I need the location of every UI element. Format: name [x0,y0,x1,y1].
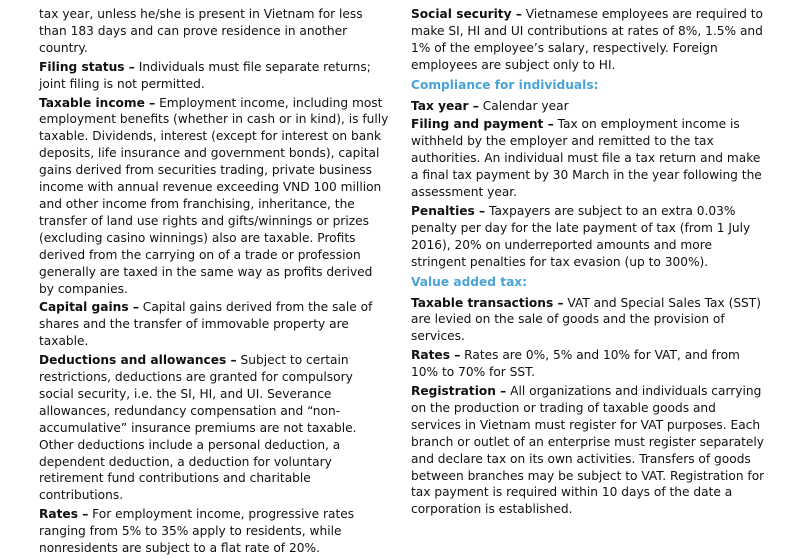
entry-term: Rates – [411,348,461,363]
entry-tax-year [411,98,767,115]
entry-term: Penalties – [411,203,486,218]
entry-registration [411,383,767,518]
entry-term: Deductions and allowances – [39,353,237,368]
entry-term: Social security – [411,7,522,21]
right-column [411,6,767,520]
entry-text: All organizations and individuals carrying on the production or trading of taxable goods and services in Vietnam must register for VAT purposes. Each branch or outlet of an enterprise must register separately and declare tax on its own activities. Transfers of goods between branches may be subject to VAT. Registration for tax payment is required within 10 days of the date a corporation is established. [411,384,765,517]
entry-term: Taxable income – [39,95,156,110]
entry-text: Subject to certain restrictions, deductions are granted for compulsory social security, i.e. the SI, HI, and UI. Severance allowances, redundancy compensation and “non-accumulative” insurance premiums are not taxable. Other deductions include a personal deduction, a dependent deduction, a deduction for voluntary retirement fund contributions and charitable contributions. [39,353,357,503]
entry-text: Calendar year [478,98,569,113]
entry-term: Taxable transactions – [411,295,564,310]
entry-text: tax year, unless he/she is present in Vietnam for less than 183 days and can prove residence in another country. [39,7,363,55]
entry-taxable-income [39,95,390,298]
entry-text: For employment income, progressive rates ranging from 5% to 35% apply to residents, while nonresidents are subject to a flat rate of 20%. [39,507,355,556]
entry-term: Registration – [411,384,507,399]
entry-social-security [411,6,767,74]
entry-taxable-transactions [411,295,767,346]
section-heading-compliance: Compliance for individuals: [411,77,599,92]
entry-term: Capital gains – [39,300,139,315]
entry-term: Rates – [39,507,89,522]
entry-rates-vat [411,347,767,381]
residence-continuation [39,6,390,57]
entry-term: Tax year – [411,98,479,113]
entry-rates-income [39,506,390,557]
entry-text: VAT and Special Sales Tax (SST) are levied on the sale of goods and the provision of services. [411,295,761,344]
entry-filing-status [39,59,390,93]
entry-filing-payment [411,116,767,201]
entry-text: Employment income, including most employment benefits (whether in cash or in kind), is fully taxable. Dividends, interest (except for interest on bank deposits, life insurance and government bonds), capital gains derived from securities trading, private business income with annual revenue exceeding VND 100 million and other income from franchising, inheritance, the transfer of land use rights and gifts/winnings or prizes (excluding casino winnings) also are taxable. Profits derived from the carrying on of a trade or profession generally are taxed in the same way as profits derived by companies. [39,95,389,296]
entry-text: Vietnamese employees are required to make SI, HI and UI contributions at rates of 8%, 1.5% and 1% of the employee’s salary, respectively. Foreign employees are subject only to HI. [411,7,763,72]
left-column [39,6,390,559]
entry-text: Tax on employment income is withheld by the employer and remitted to the tax authorities. An individual must file a tax return and make a final tax payment by 30 March in the year following the assessment year. [411,117,762,200]
entry-text: Capital gains derived from the sale of shares and the transfer of immovable property are taxable. [39,300,373,349]
entry-penalties [411,203,767,271]
entry-text: Rates are 0%, 5% and 10% for VAT, and from 10% to 70% for SST. [411,348,740,380]
entry-text: Individuals must file separate returns; joint filing is not permitted. [39,59,371,91]
entry-deductions [39,352,390,504]
entry-capital-gains [39,299,390,350]
entry-term: Filing status – [39,59,135,74]
section-heading-vat: Value added tax: [411,274,528,289]
entry-text: Taxpayers are subject to an extra 0.03% penalty per day for the late payment of tax (from 1 July 2016), 20% on underreported amounts and more stringent penalties for tax evasion (up to 300%). [411,203,751,269]
entry-term: Filing and payment – [411,117,554,132]
